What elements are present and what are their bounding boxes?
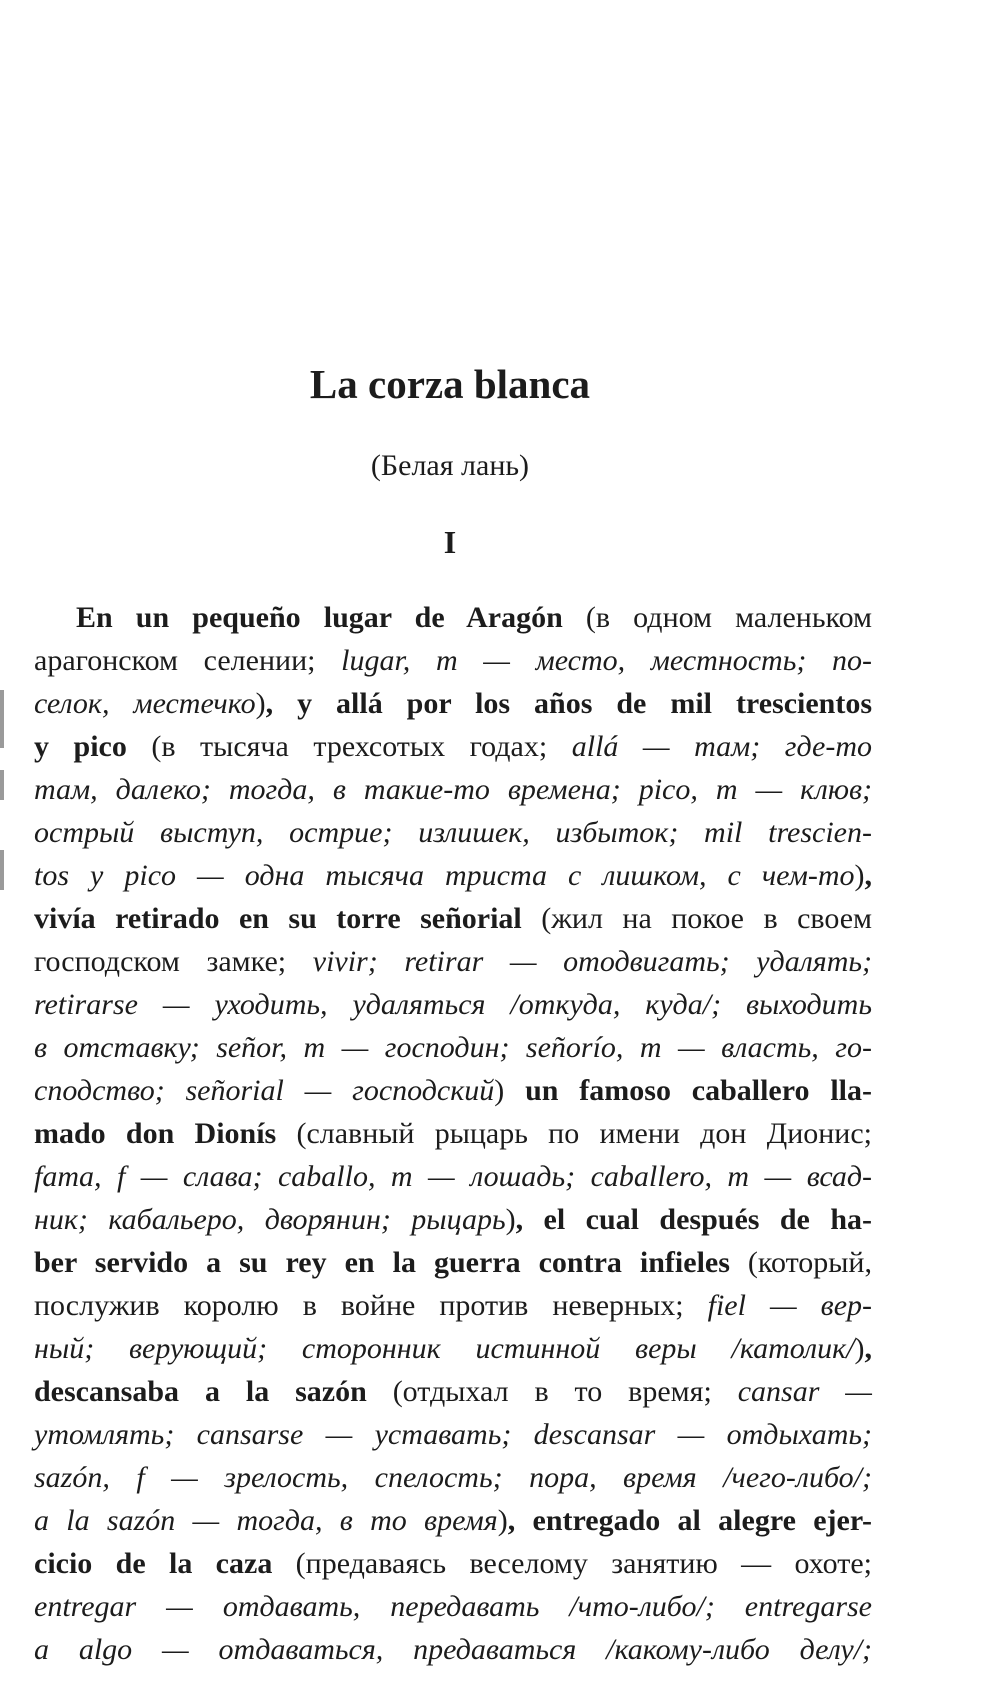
translation-text: (жил на покое в своем: [521, 902, 873, 935]
translation-text: ): [497, 1504, 508, 1537]
vocabulary-note: острый выступ, острие; излишек, избыток; mil trescien-: [34, 816, 872, 849]
vocabulary-note: lugar, m — место, местность; по-: [341, 644, 872, 677]
vocabulary-note: ный; верующий; сторонник истинной веры /католик/: [34, 1332, 855, 1365]
vocabulary-note: allá — там; где-то: [571, 730, 873, 763]
spanish-phrase: descansaba a la sazón: [34, 1375, 367, 1408]
translation-text: (который,: [729, 1246, 872, 1279]
translation-text: арагонском селении;: [34, 644, 342, 677]
vocabulary-note: cansar —: [737, 1375, 872, 1408]
text-line: [34, 1198, 872, 1241]
spanish-phrase: ber servido a su rey en la guerra contra infieles: [34, 1246, 730, 1279]
vocabulary-note: entregar — отдавать, передавать /что-либо/; entregarse: [34, 1590, 872, 1623]
text-line: [34, 1241, 872, 1284]
vocabulary-note: a algo — отдаваться, предаваться /какому-либо делу/;: [34, 1633, 873, 1666]
page-edge-mark: [0, 770, 4, 800]
text-line: [34, 854, 872, 897]
translation-text: (отдыхал в то время;: [366, 1375, 738, 1408]
translation-text: ): [494, 1074, 526, 1107]
text-line: [34, 1370, 872, 1413]
text-line: [34, 811, 872, 854]
spanish-phrase: vivía retirado en su torre señorial: [34, 902, 522, 935]
spanish-phrase: un famoso caballero lla-: [525, 1074, 872, 1107]
translation-text: (славный рыцарь по имени дон Дионис;: [276, 1117, 873, 1150]
vocabulary-note: sazón, f — зрелость, спелость; пора, время /чего-либо/;: [34, 1461, 872, 1494]
text-line: [34, 1499, 872, 1542]
text-line: [34, 1327, 872, 1370]
vocabulary-note: fama, f — слава; caballo, m — лошадь; caballero, m — всад-: [34, 1160, 873, 1193]
vocabulary-note: retirarse — уходить, удаляться /откуда, куда/; выходить: [34, 988, 872, 1021]
text-line: [34, 1026, 872, 1069]
vocabulary-note: tos y pico — одна тысяча триста с лишком, с чем-то: [34, 859, 855, 892]
translation-text: господском замке;: [34, 945, 313, 978]
text-line: [34, 1628, 872, 1671]
text-line: [34, 639, 872, 682]
part-number: I: [443, 524, 457, 560]
translation-text: ): [854, 1332, 865, 1365]
text-line: [34, 1155, 872, 1198]
annotated-paragraph: [34, 596, 872, 1671]
text-line: [34, 1284, 872, 1327]
spanish-phrase: mado don Dionís: [34, 1117, 277, 1150]
spanish-phrase: , y allá por los años de mil trescientos: [265, 687, 873, 720]
text-line: [34, 983, 872, 1026]
text-line: [34, 725, 872, 768]
spanish-phrase: cicio de la caza: [34, 1547, 273, 1580]
text-line: [34, 1069, 872, 1112]
spanish-phrase: ,: [864, 1332, 873, 1365]
text-line: [34, 1585, 872, 1628]
vocabulary-note: ник; кабальеро, дворянин; рыцарь: [34, 1203, 506, 1236]
translation-text: ): [255, 687, 266, 720]
vocabulary-note: в отставку; señor, m — господин; señorío, m — власть, го-: [34, 1031, 872, 1064]
spanish-phrase: y pico: [34, 730, 127, 763]
translation-text: (предаваясь веселому занятию — охоте;: [272, 1547, 873, 1580]
vocabulary-note: vivir; retirar — отодвигать; удалять;: [312, 945, 873, 978]
translation-text: ): [854, 859, 865, 892]
text-line: [34, 1413, 872, 1456]
vocabulary-note: fiel — вер-: [707, 1289, 873, 1322]
text-line: [34, 897, 872, 940]
translation-text: послужив королю в войне против неверных;: [34, 1289, 708, 1322]
text-line: [34, 1456, 872, 1499]
vocabulary-note: a la sazón — тогда, в то время: [34, 1504, 498, 1537]
translation-text: ): [505, 1203, 516, 1236]
vocabulary-note: там, далеко; тогда, в такие-то времена; pico, m — клюв;: [34, 773, 873, 806]
spanish-phrase: , entregado al alegre ejer-: [507, 1504, 873, 1537]
vocabulary-note: сподство; señorial — господский: [34, 1074, 495, 1107]
text-line: [34, 1112, 872, 1155]
translation-text: (в одном маленьком: [562, 601, 872, 634]
text-line: [34, 682, 872, 725]
spanish-phrase: En un pequeño lugar de Aragón: [76, 601, 563, 634]
text-line: [34, 768, 872, 811]
vocabulary-note: утомлять; cansarse — уставать; descansar — отдыхать;: [34, 1418, 873, 1451]
text-line: [34, 940, 872, 983]
spanish-phrase: , el cual después de ha-: [515, 1203, 872, 1236]
page-edge-mark: [0, 850, 4, 890]
page-edge-mark: [0, 690, 4, 748]
vocabulary-note: селок, местечко: [34, 687, 256, 720]
spanish-phrase: ,: [864, 859, 873, 892]
story-subtitle: (Белая лань): [370, 449, 530, 482]
translation-text: (в тысяча трехсотых годах;: [126, 730, 572, 763]
story-title: La corza blanca: [309, 361, 591, 407]
text-line: [34, 1542, 872, 1585]
text-line: [34, 596, 872, 639]
